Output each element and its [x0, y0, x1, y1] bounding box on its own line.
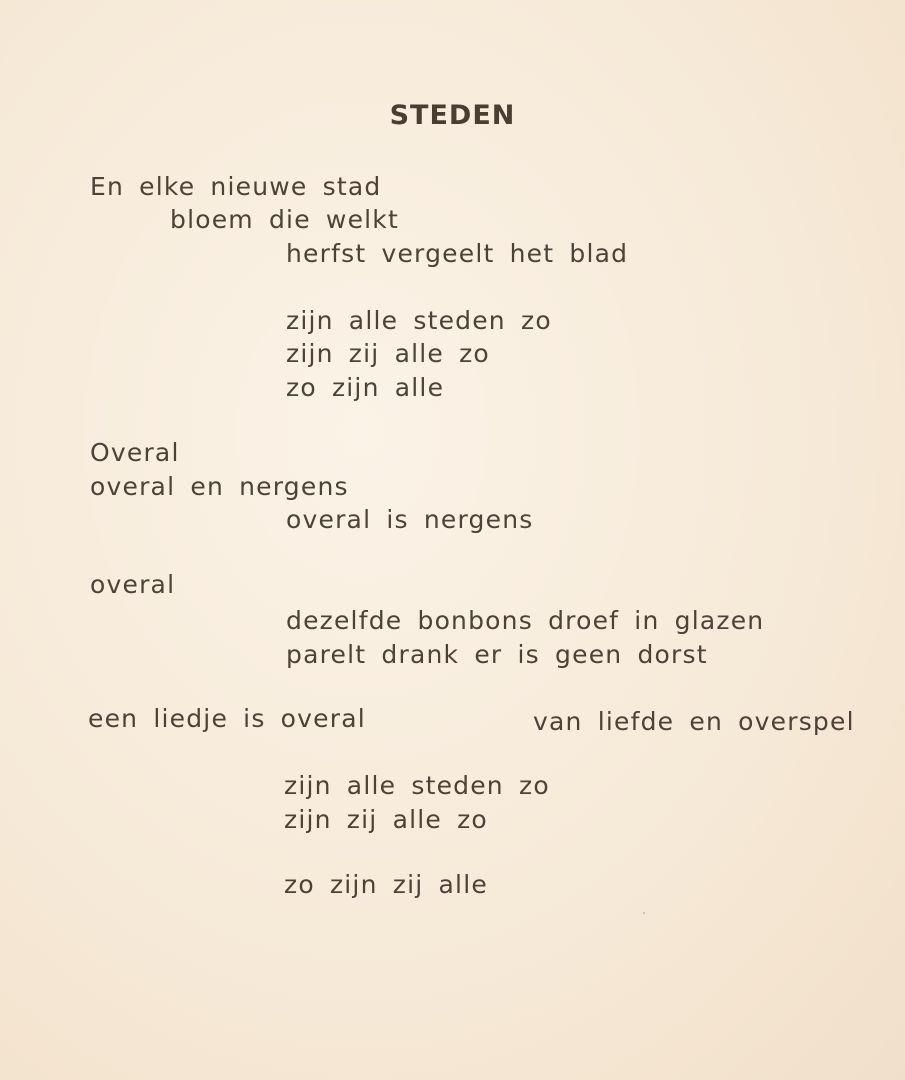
poem-line: zijn alle steden zo [286, 306, 552, 335]
poem-line: Overal [90, 438, 180, 467]
poem-line: zijn zij alle zo [284, 805, 488, 834]
poem-line: overal en nergens [90, 472, 349, 501]
poem-line: herfst vergeelt het blad [286, 239, 629, 268]
poem-line: zo zijn alle [286, 373, 445, 402]
poem-line: overal is nergens [286, 505, 534, 534]
poem-line: parelt drank er is geen dorst [286, 640, 708, 669]
poem-line: dezelfde bonbons droef in glazen [286, 606, 765, 635]
poem-line: zijn zij alle zo [286, 339, 490, 368]
poem-line: bloem die welkt [170, 205, 399, 234]
poem-line: een liedje is overal [88, 704, 366, 733]
poem-line: van liefde en overspel [533, 707, 855, 736]
poem-line: zo zijn zij alle [284, 870, 488, 899]
poem-title: STEDEN [389, 100, 516, 131]
poem-line: En elke nieuwe stad [90, 172, 382, 201]
poem-line: overal [90, 570, 176, 599]
poem-line: zijn alle steden zo [284, 771, 550, 800]
paper-speck [643, 912, 645, 914]
